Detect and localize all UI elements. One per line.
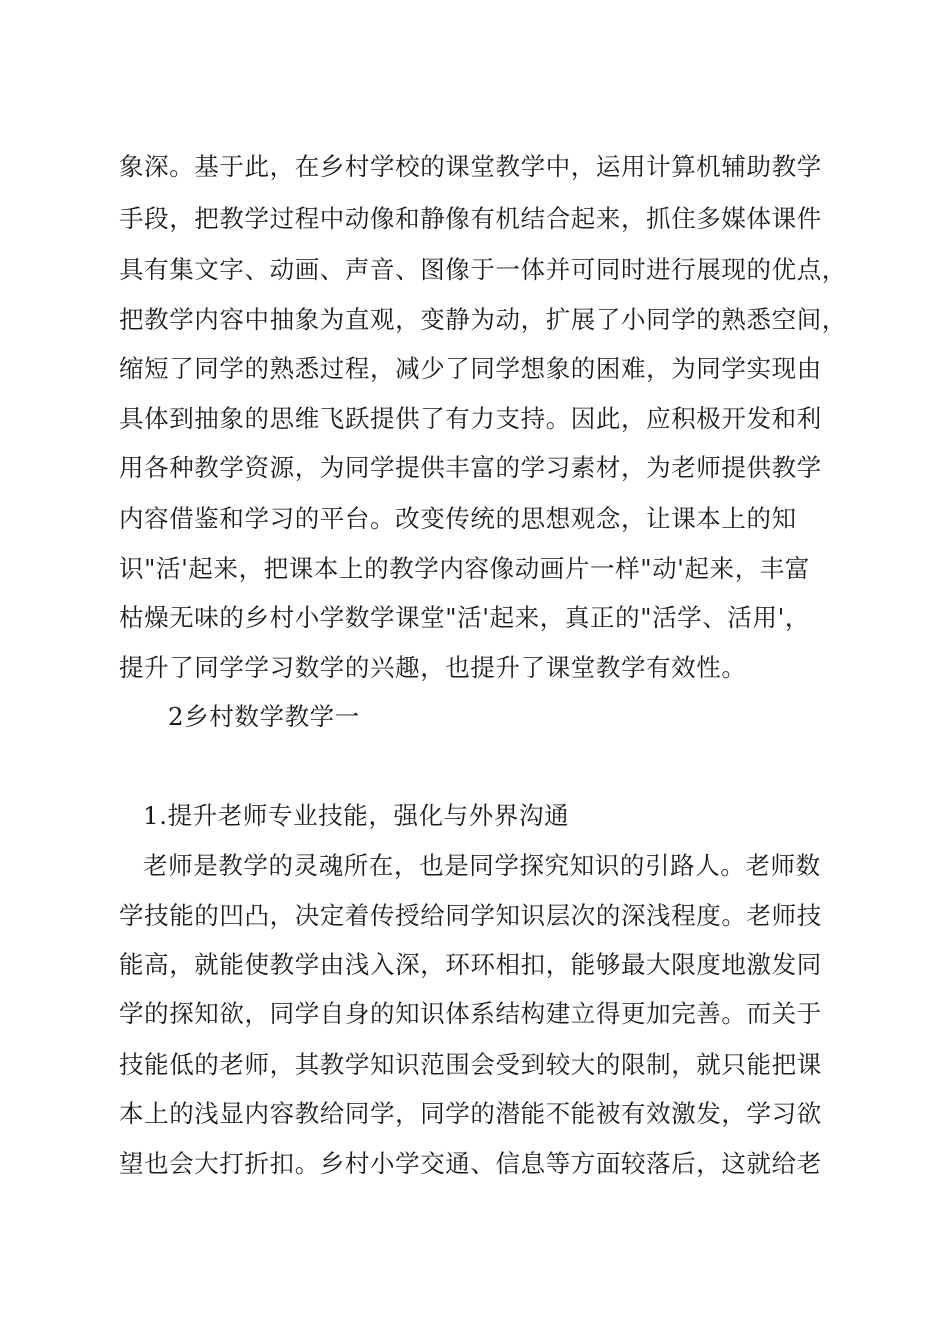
paragraph-line: 识"活'起来，把课本上的教学内容像动画片一样"动'起来，丰富 [119, 554, 811, 583]
paragraph-line: 具有集文字、动画、声音、图像于一体并可同时进行展现的优点， [119, 255, 847, 284]
paragraph-line: 老师是教学的灵魂所在，也是同学探究知识的引路人。老师数 [143, 851, 821, 880]
paragraph-line: 学技能的凹凸，决定着传授给同学知识层次的深浅程度。老师技 [119, 901, 822, 930]
paragraph-line: 技能低的老师，其教学知识范围会受到较大的限制，就只能把课 [119, 1050, 822, 1079]
paragraph-line: 内容借鉴和学习的平台。改变传统的思想观念，让课本上的知 [119, 504, 797, 533]
subsection-heading: 1.提升老师专业技能，强化与外界沟通 [143, 801, 570, 830]
section-heading: 2乡村数学教学一 [168, 702, 360, 731]
paragraph-line: 具体到抽象的思维飞跃提供了有力支持。因此，应积极开发和利 [119, 404, 822, 433]
paragraph-line: 能高，就能使教学由浅入深，环环相扣，能够最大限度地激发同 [119, 950, 822, 979]
paragraph-line: 望也会大打折扣。乡村小学交通、信息等方面较落后，这就给老 [119, 1149, 822, 1178]
paragraph-line: 用各种教学资源，为同学提供丰富的学习素材，为老师提供教学 [119, 453, 822, 482]
paragraph-line: 把教学内容中抽象为直观，变静为动，扩展了小同学的熟悉空间， [119, 305, 847, 334]
paragraph-line: 枯燥无味的乡村小学数学课堂"活'起来，真正的"活学、活用'， [119, 603, 811, 632]
paragraph-line: 本上的浅显内容教给同学，同学的潜能不能被有效激发，学习欲 [119, 1099, 822, 1128]
paragraph-line: 缩短了同学的熟悉过程，减少了同学想象的困难，为同学实现由 [119, 354, 822, 383]
paragraph-line: 手段，把教学过程中动像和静像有机结合起来，抓住多媒体课件 [119, 204, 822, 233]
paragraph-line: 象深。基于此，在乡村学校的课堂教学中，运用计算机辅助教学 [119, 152, 822, 181]
paragraph-line: 提升了同学学习数学的兴趣，也提升了课堂教学有效性。 [119, 653, 747, 682]
paragraph-line: 学的探知欲，同学自身的知识体系结构建立得更加完善。而关于 [119, 999, 822, 1028]
